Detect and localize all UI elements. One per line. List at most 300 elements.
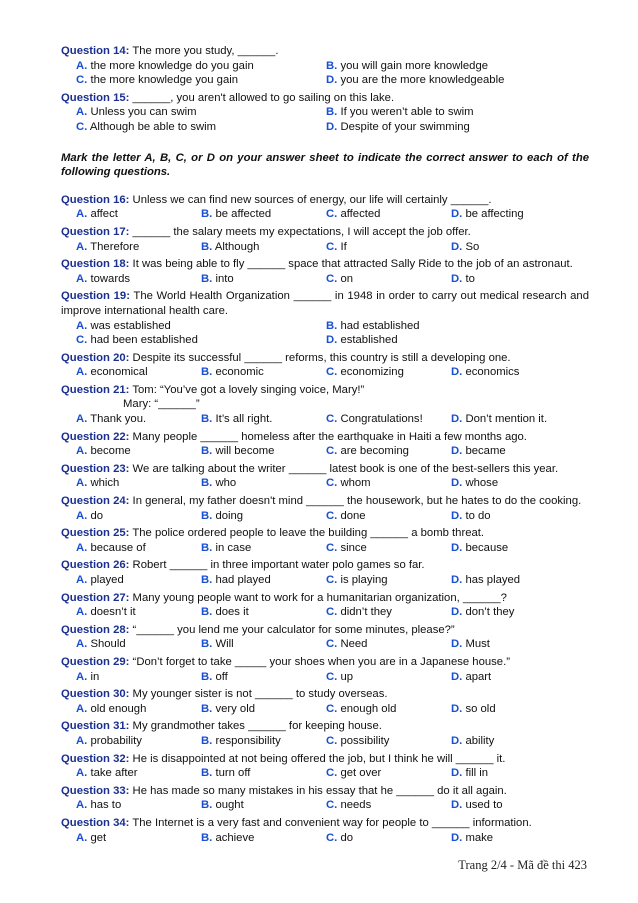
question-text: In general, my father doesn't mind ______ the housework, but he hates to do the cooking.	[129, 495, 582, 508]
answer-option	[76, 240, 201, 255]
option-letter: C.	[326, 445, 338, 458]
answer-options	[61, 702, 589, 717]
option-text: take after	[87, 767, 138, 780]
option-text: probability	[87, 734, 142, 747]
answer-option	[326, 59, 576, 74]
question-number: Question 17:	[61, 225, 130, 238]
answer-options	[61, 670, 589, 685]
answer-option	[201, 207, 326, 222]
option-letter: A.	[76, 106, 88, 119]
option-text: economizing	[337, 366, 404, 379]
question-stem	[61, 719, 589, 734]
question-text: The Internet is a very fast and convenient way for people to ______ information.	[129, 816, 532, 829]
question-item	[61, 752, 589, 784]
question-item	[61, 351, 589, 383]
option-letter: A.	[76, 445, 88, 458]
answer-option	[201, 734, 326, 749]
question-item	[61, 225, 589, 257]
answer-option	[326, 798, 451, 813]
option-text: which	[87, 477, 120, 490]
option-letter: C.	[326, 509, 338, 522]
answer-option	[326, 240, 451, 255]
answer-option	[451, 476, 576, 491]
option-text: If you weren’t able to swim	[337, 106, 474, 119]
question-text: Despite its successful ______ reforms, this country is still a developing one.	[129, 351, 511, 364]
answer-options	[61, 365, 589, 380]
option-text: be affected	[212, 208, 272, 221]
option-text: Unless you can swim	[87, 106, 197, 119]
answer-option	[326, 509, 451, 524]
option-letter: D.	[451, 272, 463, 285]
option-text: has played	[462, 574, 521, 586]
option-text: so old	[462, 702, 496, 715]
option-text: has to	[87, 799, 122, 812]
option-text: since	[337, 541, 367, 554]
question-item	[61, 289, 589, 350]
question-item	[61, 784, 589, 816]
option-letter: B.	[201, 208, 213, 221]
option-letter: D.	[451, 208, 463, 221]
question-text: The police ordered people to leave the building ______ a bomb threat.	[129, 527, 485, 540]
option-letter: A.	[76, 767, 88, 780]
question-text: The more you study, ______.	[129, 45, 279, 57]
option-letter: A.	[76, 702, 88, 715]
option-text: didn’t they	[337, 606, 392, 619]
option-text: needs	[337, 799, 372, 812]
option-letter: D.	[451, 477, 463, 490]
option-text: will become	[212, 445, 275, 458]
answer-option	[201, 412, 326, 427]
answer-option	[326, 670, 451, 685]
answer-option	[201, 476, 326, 491]
option-text: possibility	[337, 734, 390, 747]
answer-option	[451, 207, 576, 222]
option-letter: B.	[326, 319, 338, 332]
option-letter: A.	[76, 477, 88, 490]
option-text: whom	[337, 477, 371, 490]
option-letter: A.	[76, 638, 88, 651]
option-text: apart	[462, 670, 492, 683]
option-text: become	[87, 445, 131, 458]
answer-option	[201, 702, 326, 717]
answer-option	[451, 702, 576, 717]
question-number: Question 20:	[61, 351, 130, 364]
option-text: affect	[87, 208, 118, 221]
question-item	[61, 257, 589, 289]
option-letter: C.	[326, 670, 338, 683]
option-letter: A.	[76, 606, 88, 619]
question-stem	[61, 257, 589, 272]
option-letter: C.	[326, 366, 338, 379]
answer-option	[326, 412, 451, 427]
option-text: into	[212, 272, 234, 285]
option-text: had established	[337, 319, 420, 332]
option-letter: D.	[451, 509, 463, 522]
question-text: “______ you lend me your calculator for some minutes, please?”	[129, 623, 455, 636]
answer-options	[61, 637, 589, 652]
question-number: Question 19:	[61, 290, 130, 303]
option-letter: C.	[326, 240, 338, 253]
answer-options	[61, 207, 589, 222]
option-letter: C.	[76, 334, 88, 347]
option-letter: D.	[451, 445, 463, 458]
page-footer: Trang 2/4 - Mã đề thi 423	[458, 858, 587, 872]
question-stem	[61, 816, 589, 831]
question-item	[61, 655, 589, 687]
question-stem	[61, 351, 589, 366]
option-text: in	[87, 670, 100, 683]
option-text: done	[337, 509, 366, 522]
spacer	[61, 845, 589, 848]
option-text: enough old	[337, 702, 397, 715]
option-text: make	[462, 831, 494, 844]
question-item	[61, 44, 589, 91]
question-text: Many young people want to work for a humanitarian organization, ______?	[129, 591, 507, 604]
question-group-b	[61, 193, 589, 848]
question-number: Question 33:	[61, 784, 130, 797]
option-text: played	[87, 574, 124, 586]
option-text: Must	[462, 638, 490, 651]
answer-option	[326, 444, 451, 459]
answer-option	[201, 541, 326, 556]
option-text: the more knowledge you gain	[87, 74, 239, 87]
question-number: Question 24:	[61, 495, 130, 508]
option-letter: C.	[326, 702, 338, 715]
answer-option	[451, 798, 576, 813]
option-letter: C.	[326, 541, 338, 554]
question-number: Question 29:	[61, 655, 130, 668]
option-letter: A.	[76, 208, 88, 221]
option-text: Thank you.	[87, 413, 147, 426]
question-stem	[61, 526, 589, 541]
option-letter: A.	[76, 734, 88, 747]
answer-option	[76, 207, 201, 222]
option-letter: C.	[326, 272, 338, 285]
option-text: affected	[337, 208, 381, 221]
answer-option	[201, 509, 326, 524]
option-letter: B.	[201, 541, 213, 554]
option-letter: B.	[201, 831, 213, 844]
option-text: was established	[87, 319, 171, 332]
option-letter: B.	[326, 106, 338, 119]
option-letter: B.	[201, 670, 213, 683]
answer-option	[326, 207, 451, 222]
option-text: don’t they	[462, 606, 515, 619]
question-item	[61, 430, 589, 462]
question-stem	[61, 91, 589, 106]
option-letter: B.	[201, 509, 213, 522]
option-text: to	[462, 272, 475, 285]
option-text: towards	[87, 272, 131, 285]
option-text: off	[212, 670, 228, 683]
answer-option	[76, 120, 326, 135]
answer-option	[76, 412, 201, 427]
option-text: old enough	[87, 702, 147, 715]
answer-option	[76, 541, 201, 556]
answer-option	[76, 605, 201, 620]
option-letter: B.	[201, 799, 213, 812]
answer-option	[76, 59, 326, 74]
answer-options	[61, 105, 589, 134]
option-text: Should	[87, 638, 126, 651]
answer-option	[326, 333, 576, 348]
option-text: established	[337, 334, 398, 347]
answer-option	[201, 766, 326, 781]
option-letter: D.	[451, 366, 463, 379]
answer-option	[201, 240, 326, 255]
option-letter: A.	[76, 366, 88, 379]
question-number: Question 21:	[61, 383, 130, 396]
answer-option	[76, 444, 201, 459]
question-number: Question 16:	[61, 193, 130, 206]
option-text: who	[212, 477, 237, 490]
option-letter: A.	[76, 272, 88, 285]
answer-options	[61, 605, 589, 620]
option-letter: C.	[326, 734, 338, 747]
option-letter: C.	[326, 208, 338, 221]
option-text: had played	[212, 574, 271, 586]
question-stem	[61, 687, 589, 702]
option-text: responsibility	[212, 734, 281, 747]
question-text: My younger sister is not ______ to study overseas.	[129, 688, 388, 701]
question-stem	[61, 289, 589, 318]
answer-option	[76, 333, 326, 348]
answer-options	[61, 272, 589, 287]
answer-options	[61, 734, 589, 749]
option-text: Although be able to swim	[87, 120, 217, 133]
option-text: because	[462, 541, 509, 554]
question-item	[61, 494, 589, 526]
option-letter: A.	[76, 574, 88, 586]
question-text: ______, you aren't allowed to go sailing on this lake.	[129, 91, 395, 104]
option-text: turn off	[212, 767, 251, 780]
option-letter: A.	[76, 799, 88, 812]
answer-option	[76, 509, 201, 524]
option-letter: A.	[76, 59, 88, 72]
answer-option	[76, 365, 201, 380]
option-letter: C.	[326, 767, 338, 780]
question-item	[61, 816, 589, 848]
question-text: Robert ______ in three important water polo games so far.	[129, 559, 425, 572]
question-item	[61, 383, 589, 430]
option-text: does it	[212, 606, 249, 619]
answer-option	[76, 798, 201, 813]
question-text: Unless we can find new sources of energy, our life will certainly ______.	[129, 193, 492, 206]
question-stem	[61, 44, 589, 59]
option-letter: D.	[451, 413, 463, 426]
answer-option	[451, 412, 576, 427]
option-text: Although	[212, 240, 260, 253]
answer-options	[61, 541, 589, 556]
option-text: get over	[337, 767, 382, 780]
option-text: the more knowledge do you gain	[87, 59, 254, 72]
answer-options	[61, 319, 589, 348]
answer-options	[61, 240, 589, 255]
question-item	[61, 193, 589, 225]
answer-option	[201, 798, 326, 813]
option-text: be affecting	[462, 208, 524, 221]
option-letter: B.	[201, 445, 213, 458]
option-letter: B.	[201, 734, 213, 747]
question-text: ______ the salary meets my expectations, I will accept the job offer.	[129, 225, 471, 238]
spacer	[61, 135, 589, 138]
option-text: you are the more knowledgeable	[337, 74, 505, 87]
answer-option	[326, 73, 576, 88]
answer-option	[201, 637, 326, 652]
option-letter: A.	[76, 670, 88, 683]
answer-option	[326, 319, 576, 334]
question-item	[61, 462, 589, 494]
option-letter: C.	[326, 606, 338, 619]
option-text: So	[462, 240, 480, 253]
question-item	[61, 526, 589, 558]
question-stem	[61, 225, 589, 240]
answer-option	[76, 702, 201, 717]
option-letter: D.	[326, 120, 338, 133]
answer-option	[201, 444, 326, 459]
option-text: you will gain more knowledge	[337, 59, 489, 72]
answer-option	[451, 573, 576, 588]
question-text: He is disappointed at not being offered the job, but I think he will ______ it.	[129, 752, 506, 765]
question-stem	[61, 752, 589, 767]
option-letter: D.	[451, 670, 463, 683]
answer-option	[76, 73, 326, 88]
answer-options	[61, 798, 589, 813]
answer-option	[76, 476, 201, 491]
answer-option	[326, 702, 451, 717]
answer-options	[61, 444, 589, 459]
option-text: economical	[87, 366, 148, 379]
answer-options	[61, 476, 589, 491]
question-stem	[61, 430, 589, 445]
option-text: in case	[212, 541, 252, 554]
option-letter: A.	[76, 541, 88, 554]
question-number: Question 26:	[61, 559, 130, 572]
option-letter: A.	[76, 413, 88, 426]
answer-option	[451, 766, 576, 781]
option-letter: D.	[451, 574, 463, 586]
answer-option	[76, 319, 326, 334]
answer-option	[451, 444, 576, 459]
question-item	[61, 719, 589, 751]
option-letter: B.	[201, 477, 213, 490]
option-text: on	[337, 272, 354, 285]
option-letter: C.	[326, 574, 338, 586]
question-number: Question 15:	[61, 91, 130, 104]
answer-option	[76, 734, 201, 749]
question-stem	[61, 591, 589, 606]
option-text: became	[462, 445, 506, 458]
question-number: Question 28:	[61, 623, 130, 636]
option-text: is playing	[337, 574, 388, 586]
option-text: had been established	[87, 334, 198, 347]
question-number: Question 34:	[61, 816, 130, 829]
question-stem	[61, 623, 589, 638]
answer-options	[61, 766, 589, 781]
question-item	[61, 623, 589, 655]
option-text: achieve	[212, 831, 255, 844]
question-group-a	[61, 44, 589, 138]
option-text: used to	[462, 799, 503, 812]
question-item	[61, 558, 589, 590]
section-instruction: Mark the letter A, B, C, or D on your answer sheet to indicate the correct answer to each of the following questions.	[61, 151, 589, 179]
answer-option	[326, 605, 451, 620]
option-text: Don’t mention it.	[462, 413, 548, 426]
option-letter: A.	[76, 240, 88, 253]
question-stem	[61, 494, 589, 509]
question-stem	[61, 655, 589, 670]
answer-option	[451, 365, 576, 380]
option-text: If	[337, 240, 347, 253]
option-text: doing	[212, 509, 244, 522]
answer-option	[76, 105, 326, 120]
dialog-line: Mary: “______”	[123, 398, 200, 411]
question-text: Many people ______ homeless after the earthquake in Haiti a few months ago.	[129, 430, 527, 443]
answer-option	[326, 637, 451, 652]
option-letter: B.	[201, 413, 213, 426]
question-text: He has made so many mistakes in his essay that he ______ do it all again.	[129, 784, 507, 797]
option-letter: D.	[326, 74, 338, 87]
answer-option	[201, 831, 326, 846]
option-letter: B.	[201, 767, 213, 780]
option-text: Will	[212, 638, 234, 651]
option-text: Therefore	[87, 240, 140, 253]
option-letter: B.	[201, 702, 213, 715]
question-number: Question 22:	[61, 430, 130, 443]
question-number: Question 23:	[61, 462, 130, 475]
question-number: Question 30:	[61, 688, 130, 701]
question-stem	[61, 383, 589, 398]
option-text: ought	[212, 799, 244, 812]
option-letter: B.	[201, 240, 213, 253]
answer-option	[201, 573, 326, 588]
option-text: whose	[462, 477, 499, 490]
question-number: Question 14:	[61, 45, 130, 57]
answer-option	[326, 120, 576, 135]
answer-option	[326, 365, 451, 380]
option-letter: D.	[451, 767, 463, 780]
option-letter: B.	[201, 272, 213, 285]
question-number: Question 32:	[61, 752, 130, 765]
answer-option	[451, 637, 576, 652]
option-text: Need	[337, 638, 368, 651]
answer-options	[61, 573, 589, 588]
option-text: to do	[462, 509, 491, 522]
question-stem	[61, 193, 589, 208]
option-letter: C.	[76, 74, 88, 87]
question-text: Tom: “You’ve got a lovely singing voice, Mary!”	[129, 383, 365, 396]
answer-option	[201, 272, 326, 287]
option-text: economic	[212, 366, 264, 379]
option-letter: C.	[326, 638, 338, 651]
question-text: We are talking about the writer ______ latest book is one of the best-sellers this year.	[129, 462, 559, 475]
question-text: My grandmother takes ______ for keeping house.	[129, 720, 382, 733]
option-letter: A.	[76, 831, 88, 844]
option-letter: C.	[326, 413, 338, 426]
question-stem	[61, 462, 589, 477]
question-text: It was being able to fly ______ space that attracted Sally Ride to the job of an astronaut.	[129, 258, 573, 271]
option-text: up	[337, 670, 354, 683]
question-number: Question 25:	[61, 527, 130, 540]
answer-option	[326, 541, 451, 556]
question-stem	[61, 558, 589, 573]
option-text: fill in	[462, 767, 489, 780]
answer-option	[201, 605, 326, 620]
option-letter: D.	[451, 799, 463, 812]
exam-page	[61, 44, 589, 848]
answer-options	[61, 412, 589, 427]
option-text: do	[337, 831, 354, 844]
